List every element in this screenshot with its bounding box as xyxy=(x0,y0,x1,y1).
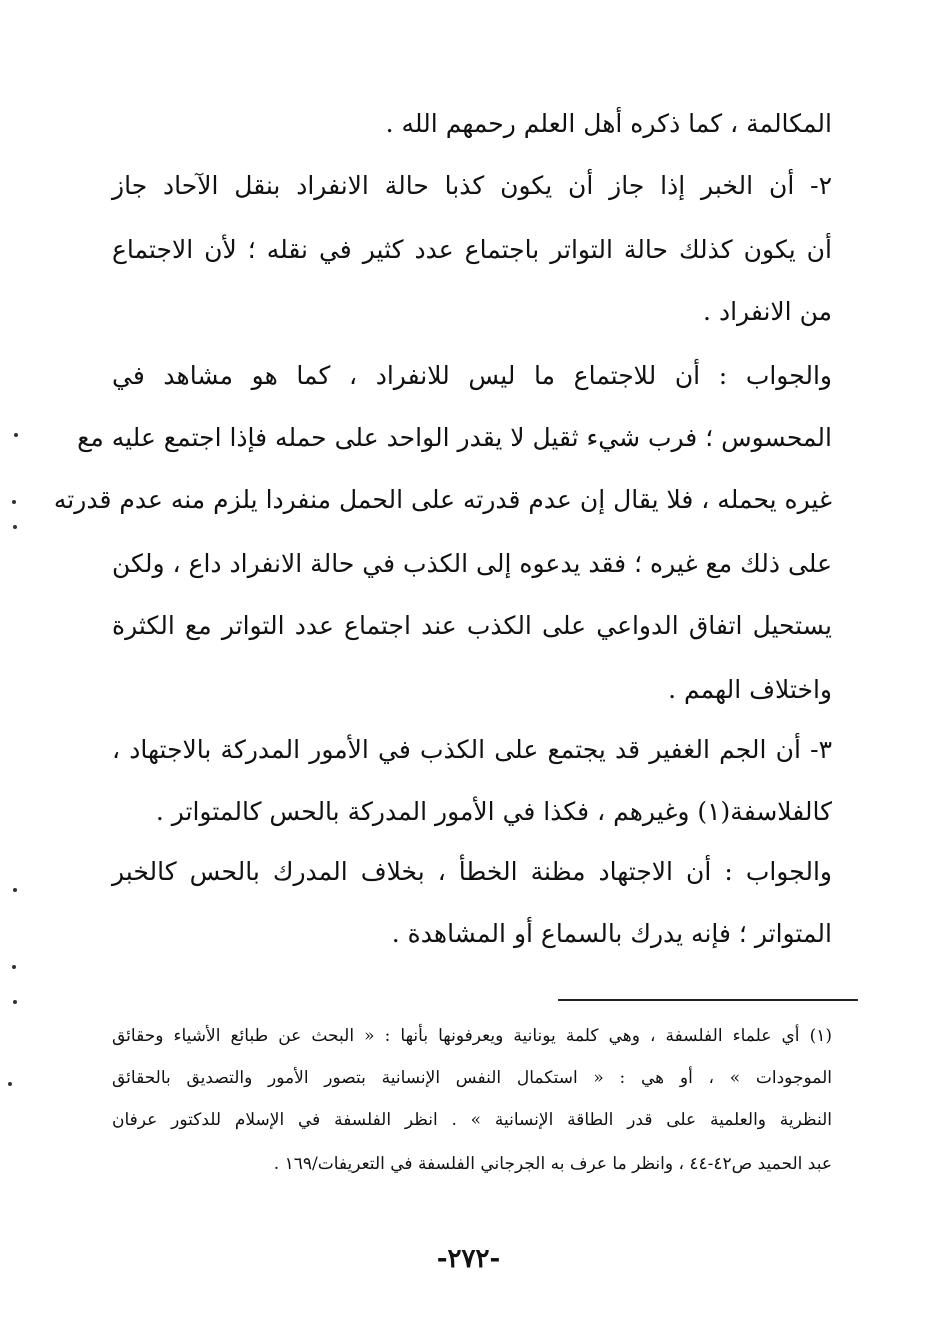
footnote-line: عبد الحميد ص٤٢-٤٤ ، وانظر ما عرف به الجرجاني الفلسفة في التعريفات/١٦٩ . xyxy=(273,1154,832,1174)
body-line: غيره يحمله ، فلا يقال إن عدم قدرته على الحمل منفردا يلزم منه عدم قدرته xyxy=(53,485,832,514)
body-line: ٢- أن الخبر إذا جاز أن يكون كذبا حالة الانفراد بنقل الآحاد جاز xyxy=(112,171,832,200)
body-line: يستحيل اتفاق الدواعي على الكذب عند اجتماع عدد التواتر مع الكثرة xyxy=(112,611,832,640)
page-number: -٢٧٢- xyxy=(436,1244,501,1274)
body-line: المحسوس ؛ فرب شيء ثقيل لا يقدر الواحد على حمله فإذا اجتمع عليه مع xyxy=(77,423,832,452)
body-line: على ذلك مع غيره ؛ فقد يدعوه إلى الكذب في حالة الانفراد داع ، ولكن xyxy=(112,549,832,578)
body-line: كالفلاسفة(١) وغيرهم ، فكذا في الأمور المدركة بالحس كالمتواتر . xyxy=(155,797,832,826)
footnote-line: الموجودات » ، أو هي : « استكمال النفس الإنسانية بتصور الأمور والتصديق بالحقائق xyxy=(112,1068,832,1088)
margin-speck xyxy=(13,525,17,529)
body-line: أن يكون كذلك حالة التواتر باجتماع عدد كثير في نقله ؛ لأن الاجتماع xyxy=(112,235,832,264)
margin-speck xyxy=(12,965,16,969)
body-line: المكالمة ، كما ذكره أهل العلم رحمهم الله . xyxy=(385,109,832,138)
body-line: والجواب : أن الاجتهاد مظنة الخطأ ، بخلاف المدرك بالحس كالخبر xyxy=(112,857,832,886)
margin-speck xyxy=(13,888,17,892)
body-line: المتواتر ؛ فإنه يدرك بالسماع أو المشاهدة . xyxy=(391,919,832,948)
body-line: من الانفراد . xyxy=(703,297,832,326)
body-line: والجواب : أن للاجتماع ما ليس للانفراد ، كما هو مشاهد في xyxy=(112,361,832,390)
footnote-separator xyxy=(558,999,858,1001)
margin-speck xyxy=(14,433,18,437)
margin-speck xyxy=(8,1082,12,1086)
footnote-line: النظرية والعلمية على قدر الطاقة الإنسانية » . انظر الفلسفة في الإسلام للدكتور عرفان xyxy=(112,1110,832,1130)
footnote-line: (١) أي علماء الفلسفة ، وهي كلمة يونانية ويعرفونها بأنها : « البحث عن طبائع الأشياء وحقائق xyxy=(112,1026,832,1046)
body-line: ٣- أن الجم الغفير قد يجتمع على الكذب في الأمور المدركة بالاجتهاد ، xyxy=(112,735,832,764)
margin-speck xyxy=(12,500,16,504)
margin-speck xyxy=(13,1000,17,1004)
body-line: واختلاف الهمم . xyxy=(668,675,832,704)
